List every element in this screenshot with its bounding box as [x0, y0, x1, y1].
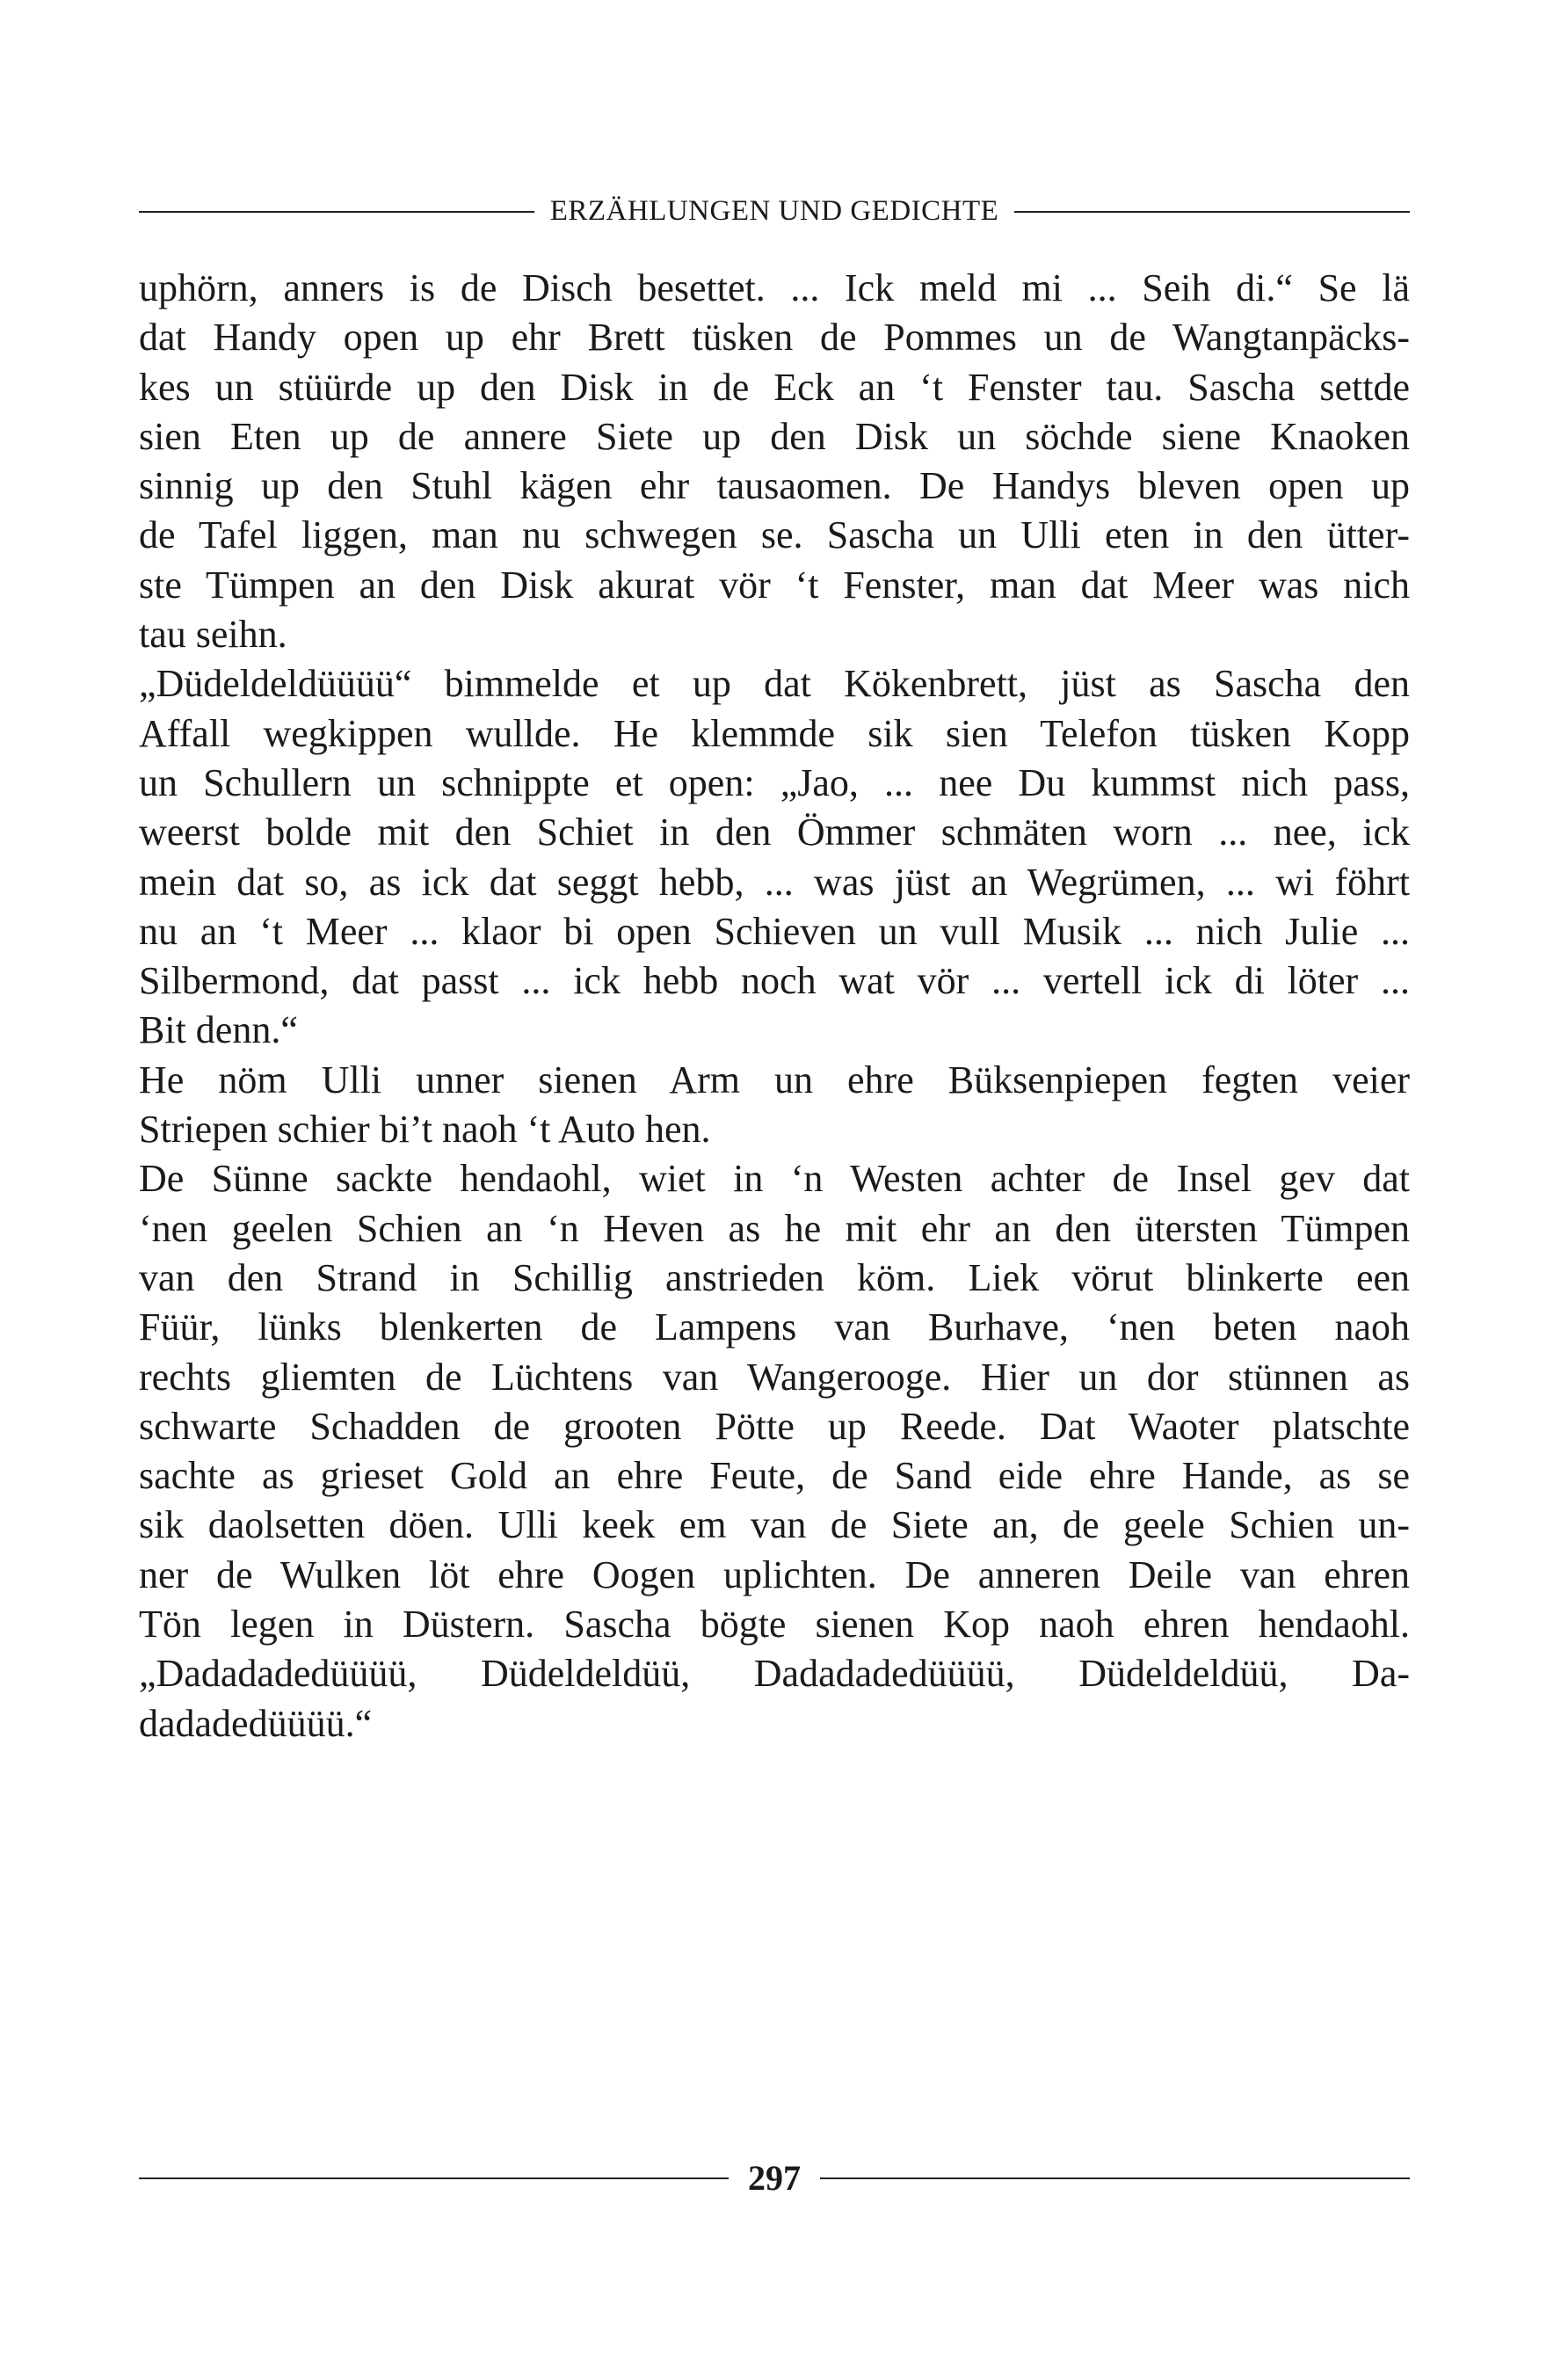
text-line: nu an ‘t Meer ... klaor bi open Schieven un vull Musik ... nich Julie ...: [139, 909, 1410, 953]
text-line: dat Handy open up ehr Brett tüsken de Pommes un de Wangtanpäcks-: [139, 316, 1410, 360]
text-line: sachte as grieset Gold an ehre Feute, de Sand eide ehre Hande, as se: [139, 1454, 1410, 1498]
footer-rule-left: [139, 2177, 729, 2179]
text-line: Tön legen in Düstern. Sascha bögte sienen Kop naoh ehren hendaohl.: [139, 1603, 1410, 1647]
text-line: ner de Wulken löt ehre Oogen uplichten. De anneren Deile van ehren: [139, 1552, 1410, 1596]
text-line: mein dat so, as ick dat seggt hebb, ... was jüst an Wegrümen, ... wi föhrt: [139, 860, 1410, 904]
text-line: un Schullern un schnippte et open: „Jao, ... nee Du kummst nich pass,: [139, 760, 1410, 804]
text-line: uphörn, anners is de Disch besettet. ... Ick meld mi ... Seih di.“ Se lä: [139, 266, 1410, 309]
text-line: Striepen schier bi’t naoh ‘t Auto hen.: [139, 1108, 711, 1152]
running-header: [139, 195, 1410, 228]
page-footer: [139, 2157, 1410, 2199]
text-line: de Tafel liggen, man nu schwegen se. Sascha un Ulli eten in den ütter-: [139, 513, 1410, 557]
running-head-title: ERZÄHLUNGEN UND GEDICHTE: [549, 195, 999, 227]
text-line: dadadedüüüü.“: [139, 1701, 373, 1745]
page-number: 297: [748, 2158, 801, 2198]
text-line: sinnig up den Stuhl kägen ehr tausaomen. De Handys bleven open up: [139, 464, 1410, 508]
text-line: „Dadadadedüüüü, Düdeldeldüü, Dadadadedüüüü, Düdeldeldüü, Da-: [139, 1652, 1410, 1696]
text-line: weerst bolde mit den Schiet in den Ömmer schmäten worn ... nee, ick: [139, 811, 1410, 854]
text-line: ‘nen geelen Schien an ‘n Heven as he mit ehr an den ütersten Tümpen: [139, 1206, 1410, 1250]
header-rule-left: [139, 211, 534, 213]
text-line: sik daolsetten döen. Ulli keek em van de Siete an, de geele Schien un-: [139, 1503, 1410, 1547]
footer-rule-right: [820, 2177, 1410, 2179]
text-line: „Düdeldeldüüüü“ bimmelde et up dat Kökenbrett, jüst as Sascha den: [139, 662, 1410, 706]
text-line: He nöm Ulli unner sienen Arm un ehre Büksenpiepen fegten veier: [139, 1058, 1410, 1101]
text-line: Füür, lünks blenkerten de Lampens van Burhave, ‘nen beten naoh: [139, 1305, 1410, 1349]
text-line: Affall wegkippen wullde. He klemmde sik sien Telefon tüsken Kopp: [139, 711, 1410, 755]
text-line: ste Tümpen an den Disk akurat vör ‘t Fenster, man dat Meer was nich: [139, 563, 1410, 607]
text-line: Bit denn.“: [139, 1008, 298, 1052]
text-line: tau seihn.: [139, 613, 287, 657]
text-line: van den Strand in Schillig anstrieden köm. Liek vörut blinkerte een: [139, 1255, 1410, 1299]
header-rule-right: [1014, 211, 1410, 213]
text-line: kes un stüürde up den Disk in de Eck an ‘t Fenster tau. Sascha settde: [139, 365, 1410, 409]
text-line: De Sünne sackte hendaohl, wiet in ‘n Westen achter de Insel gev dat: [139, 1157, 1410, 1201]
text-line: sien Eten up de annere Siete up den Disk un söchde siene Knaoken: [139, 414, 1410, 458]
body-text: [139, 264, 1410, 1748]
text-line: Silbermond, dat passt ... ick hebb noch wat vör ... vertell ick di löter ...: [139, 959, 1410, 1003]
text-line: rechts gliemten de Lüchtens van Wangerooge. Hier un dor stünnen as: [139, 1355, 1410, 1399]
text-line: schwarte Schadden de grooten Pötte up Reede. Dat Waoter platschte: [139, 1404, 1410, 1448]
